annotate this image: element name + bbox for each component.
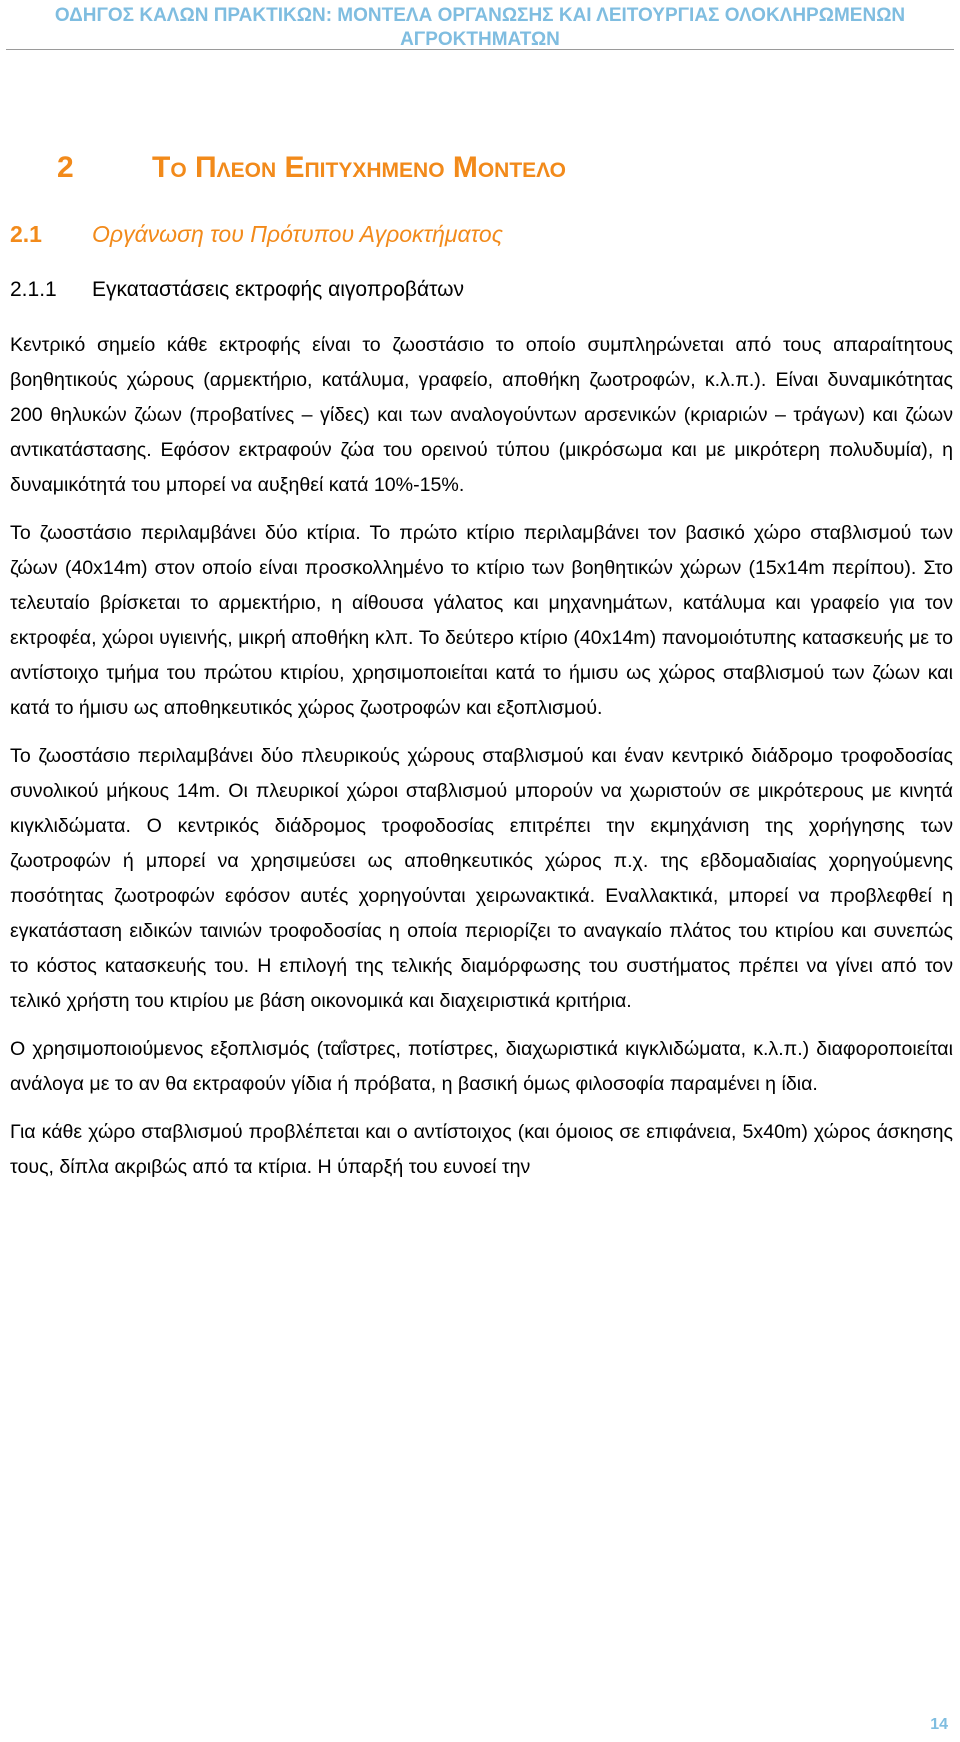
- chapter-heading: [57, 149, 566, 187]
- running-header-title: ΟΔΗΓΟΣ ΚΑΛΩΝ ΠΡΑΚΤΙΚΩΝ: ΜΟΝΤΕΛΑ ΟΡΓΑΝΩΣΗΣ ΚΑΙ ΛΕΙΤΟΥΡΓΙΑΣ ΟΛΟΚΛΗΡΩΜΕΝΩΝ ΑΓΡΟΚΤΗΜΑΤΩΝ: [54, 5, 906, 50]
- page-number: 14: [930, 1716, 948, 1733]
- subsection-heading: [10, 277, 464, 303]
- paragraph: Ο χρησιμοποιούμενος εξοπλισμός (ταΐστρες, ποτίστρες, διαχωριστικά κιγκλιδώματα, κ.λ.π.) διαφοροποιείται ανάλογα με το αν θα εκτραφούν γίδια ή πρόβατα, η βασική όμως φιλοσοφία παραμένει η ίδια.: [10, 1038, 953, 1095]
- subsection-title: Εγκαταστάσεις εκτροφής αιγοπροβάτων: [92, 278, 465, 301]
- section-number: 2.1: [10, 221, 42, 247]
- running-header: [40, 4, 920, 52]
- body-text: [10, 328, 953, 1198]
- header-divider: [6, 49, 954, 50]
- paragraph: Κεντρικό σημείο κάθε εκτροφής είναι το ζωοστάσιο το οποίο συμπληρώνεται από τους απαραίτητους βοηθητικούς χώρους (αρμεκτήριο, κατάλυμα, γραφείο, αποθήκη ζωοτροφών, κ.λ.π.). Είναι δυναμικότητας 200 θηλυκών ζώων (προβατίνες – γίδες) και των αναλογούντων αρσενικών (κριαριών – τράγων) και ζώων αντικατάστασης. Εφόσον εκτραφούν ζώα του ορεινού τύπου (μικρόσωμα και με μικρότερη πολυδυμία), η δυναμικότητά του μπορεί να αυξηθεί κατά 10%-15%.: [10, 334, 953, 496]
- section-title: Οργάνωση του Πρότυπου Αγροκτήματος: [92, 221, 503, 247]
- chapter-title: Το Πλεον Επιτυχημενο Μοντελο: [152, 151, 566, 184]
- subsection-number: 2.1.1: [10, 278, 57, 301]
- section-heading: [10, 220, 503, 248]
- paragraph: Για κάθε χώρο σταβλισμού προβλέπεται και ο αντίστοιχος (και όμοιος σε επιφάνεια, 5x40m) χώρος άσκησης τους, δίπλα ακριβώς από τα κτίρια. Η ύπαρξή του ευνοεί την: [10, 1121, 953, 1178]
- paragraph: Το ζωοστάσιο περιλαμβάνει δύο πλευρικούς χώρους σταβλισμού και έναν κεντρικό διάδρομο τροφοδοσίας συνολικού μήκους 14m. Οι πλευρικοί χώροι σταβλισμού μπορούν να χωριστούν σε μικρότερους με κινητά κιγκλιδώματα. Ο κεντρικός διάδρομος τροφοδοσίας επιτρέπει την εκμηχάνιση της χορήγησης των ζωοτροφών ή μπορεί να χρησιμεύσει ως αποθηκευτικός χώρος π.χ. της εβδομαδιαίας χορηγούμενης ποσότητας ζωοτροφών εφόσον αυτές χορηγούνται χειρωνακτικά. Εναλλακτικά, μπορεί να προβλεφθεί η εγκατάσταση ειδικών ταινιών τροφοδοσίας η οποία περιορίζει το αναγκαίο πλάτος του κτιρίου και συνεπώς το κόστος κατασκευής του. Η επιλογή της τελικής διαμόρφωσης του συστήματος πρέπει να γίνει από τον τελικό χρήστη του κτιρίου με βάση οικονομικά και διαχειριστικά κριτήρια.: [10, 745, 953, 1012]
- paragraph: Το ζωοστάσιο περιλαμβάνει δύο κτίρια. Το πρώτο κτίριο περιλαμβάνει τον βασικό χώρο σταβλισμού των ζώων (40x14m) στον οποίο είναι προσκολλημένο το κτίριο των βοηθητικών χώρων (15x14m περίπου). Στο τελευταίο βρίσκεται το αρμεκτήριο, η αίθουσα γάλατος και μηχανημάτων, κατάλυμα και γραφείο για τον εκτροφέα, χώροι υγιεινής, μικρή αποθήκη κλπ. Το δεύτερο κτίριο (40x14m) πανομοιότυπης κατασκευής με το αντίστοιχο τμήμα του πρώτου κτιρίου, χρησιμοποιείται κατά το ήμισυ ως χώρος σταβλισμού των ζώων και κατά το ήμισυ ως αποθηκευτικός χώρος ζωοτροφών και εξοπλισμού.: [10, 522, 953, 719]
- chapter-number: 2: [57, 151, 74, 184]
